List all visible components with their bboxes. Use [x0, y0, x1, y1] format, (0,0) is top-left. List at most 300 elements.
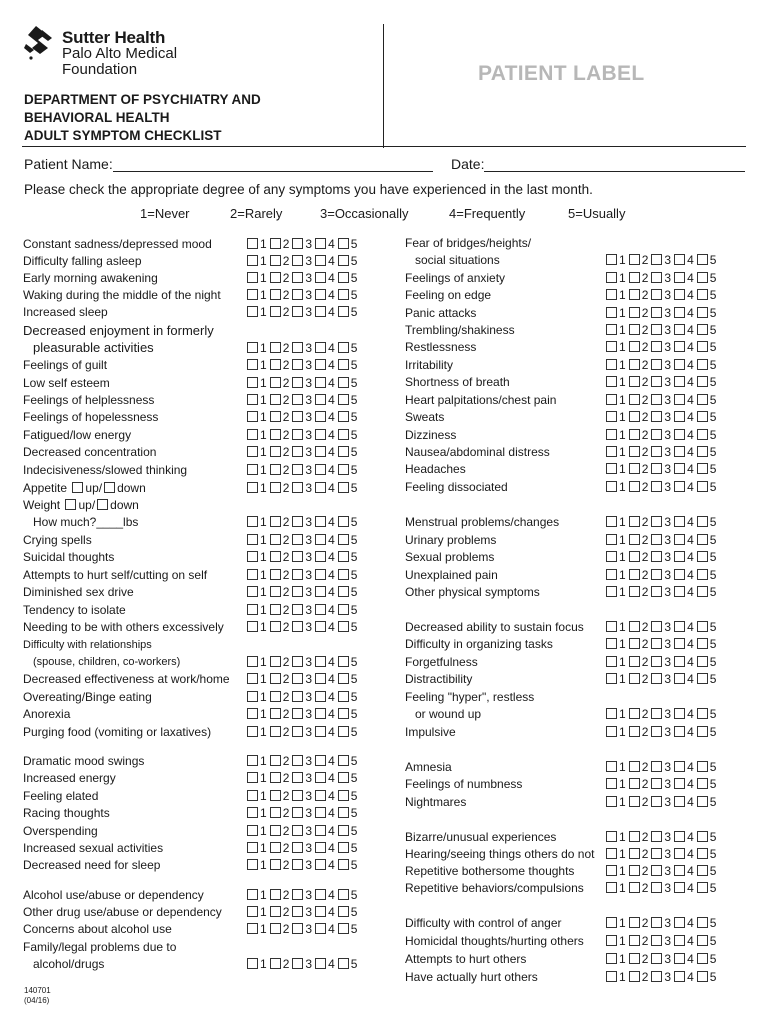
checkbox-2[interactable] [629, 481, 640, 492]
checkbox-5[interactable] [697, 429, 708, 440]
checkbox-3[interactable] [651, 621, 662, 632]
checkbox-5[interactable] [338, 656, 349, 667]
checkbox-3[interactable] [651, 638, 662, 649]
checkbox-2[interactable] [629, 778, 640, 789]
checkbox-1[interactable] [606, 673, 617, 684]
date-field[interactable] [484, 157, 745, 172]
checkbox-2[interactable] [270, 755, 281, 766]
checkbox-1[interactable] [606, 272, 617, 283]
checkbox-4[interactable] [674, 463, 685, 474]
checkbox-5[interactable] [338, 394, 349, 405]
checkbox-1[interactable] [247, 755, 258, 766]
checkbox-1[interactable] [247, 790, 258, 801]
checkbox-3[interactable] [651, 953, 662, 964]
checkbox-1[interactable] [606, 708, 617, 719]
checkbox-5[interactable] [697, 289, 708, 300]
checkbox-2[interactable] [270, 923, 281, 934]
checkbox-2[interactable] [629, 551, 640, 562]
checkbox-2[interactable] [270, 464, 281, 475]
checkbox-3[interactable] [651, 534, 662, 545]
checkbox-4[interactable] [674, 359, 685, 370]
checkbox-4[interactable] [674, 586, 685, 597]
checkbox-5[interactable] [697, 463, 708, 474]
checkbox-1[interactable] [247, 906, 258, 917]
checkbox-1[interactable] [247, 482, 258, 493]
checkbox-4[interactable] [674, 656, 685, 667]
checkbox-2[interactable] [629, 865, 640, 876]
checkbox-5[interactable] [338, 586, 349, 597]
checkbox-5[interactable] [338, 289, 349, 300]
checkbox-3[interactable] [651, 394, 662, 405]
checkbox-4[interactable] [674, 848, 685, 859]
checkbox-5[interactable] [338, 516, 349, 527]
checkbox-4[interactable] [674, 272, 685, 283]
checkbox-3[interactable] [292, 429, 303, 440]
checkbox-5[interactable] [697, 848, 708, 859]
checkbox-1[interactable] [606, 359, 617, 370]
checkbox-5[interactable] [697, 621, 708, 632]
checkbox-3[interactable] [292, 772, 303, 783]
checkbox-1[interactable] [606, 569, 617, 580]
checkbox-4[interactable] [315, 906, 326, 917]
checkbox-5[interactable] [697, 953, 708, 964]
checkbox-2[interactable] [270, 604, 281, 615]
checkbox-2[interactable] [629, 516, 640, 527]
checkbox-1[interactable] [247, 342, 258, 353]
checkbox-2[interactable] [270, 482, 281, 493]
checkbox-5[interactable] [697, 917, 708, 928]
checkbox-1[interactable] [247, 289, 258, 300]
checkbox-2[interactable] [270, 859, 281, 870]
checkbox-2[interactable] [270, 807, 281, 818]
checkbox-1[interactable] [606, 848, 617, 859]
checkbox-2[interactable] [270, 958, 281, 969]
checkbox-4[interactable] [315, 377, 326, 388]
checkbox-3[interactable] [292, 482, 303, 493]
checkbox-2[interactable] [270, 906, 281, 917]
checkbox-3[interactable] [651, 463, 662, 474]
checkbox-2[interactable] [629, 254, 640, 265]
checkbox-5[interactable] [697, 516, 708, 527]
checkbox-3[interactable] [651, 865, 662, 876]
checkbox-3[interactable] [651, 708, 662, 719]
checkbox-3[interactable] [292, 621, 303, 632]
checkbox-4[interactable] [315, 446, 326, 457]
checkbox-5[interactable] [338, 569, 349, 580]
checkbox-5[interactable] [338, 726, 349, 737]
checkbox-4[interactable] [315, 790, 326, 801]
checkbox-4[interactable] [315, 238, 326, 249]
checkbox-3[interactable] [651, 935, 662, 946]
checkbox-1[interactable] [606, 551, 617, 562]
checkbox-4[interactable] [315, 825, 326, 836]
checkbox-1[interactable] [247, 586, 258, 597]
checkbox-4[interactable] [674, 307, 685, 318]
checkbox-5[interactable] [697, 971, 708, 982]
checkbox-1[interactable] [606, 796, 617, 807]
checkbox-2[interactable] [629, 708, 640, 719]
patient-name-field[interactable] [113, 157, 433, 172]
checkbox-2[interactable] [270, 569, 281, 580]
checkbox-1[interactable] [606, 935, 617, 946]
checkbox-3[interactable] [292, 889, 303, 900]
checkbox-5[interactable] [338, 923, 349, 934]
checkbox-4[interactable] [674, 376, 685, 387]
checkbox-2[interactable] [629, 586, 640, 597]
checkbox-1[interactable] [247, 516, 258, 527]
checkbox-2[interactable] [270, 272, 281, 283]
checkbox-4[interactable] [674, 429, 685, 440]
checkbox-3[interactable] [292, 551, 303, 562]
checkbox-5[interactable] [697, 569, 708, 580]
checkbox-5[interactable] [338, 604, 349, 615]
checkbox-4[interactable] [674, 726, 685, 737]
checkbox-5[interactable] [338, 906, 349, 917]
checkbox-4[interactable] [674, 778, 685, 789]
checkbox-4[interactable] [674, 551, 685, 562]
checkbox-1[interactable] [606, 621, 617, 632]
checkbox-2[interactable] [270, 255, 281, 266]
checkbox-1[interactable] [606, 917, 617, 928]
checkbox-5[interactable] [338, 708, 349, 719]
checkbox-2[interactable] [629, 638, 640, 649]
checkbox-3[interactable] [651, 796, 662, 807]
checkbox-3[interactable] [292, 446, 303, 457]
checkbox-5[interactable] [697, 254, 708, 265]
checkbox-4[interactable] [674, 971, 685, 982]
checkbox-4[interactable] [674, 865, 685, 876]
checkbox-5[interactable] [338, 429, 349, 440]
checkbox-5[interactable] [697, 394, 708, 405]
checkbox-4[interactable] [315, 272, 326, 283]
checkbox-1[interactable] [247, 534, 258, 545]
checkbox-5[interactable] [338, 255, 349, 266]
checkbox-3[interactable] [651, 446, 662, 457]
checkbox-2[interactable] [270, 359, 281, 370]
checkbox-3[interactable] [292, 842, 303, 853]
checkbox-4[interactable] [315, 289, 326, 300]
checkbox-1[interactable] [247, 604, 258, 615]
checkbox-2[interactable] [629, 656, 640, 667]
checkbox-3[interactable] [651, 359, 662, 370]
checkbox-2[interactable] [629, 376, 640, 387]
checkbox-5[interactable] [697, 882, 708, 893]
checkbox-2[interactable] [270, 889, 281, 900]
checkbox-3[interactable] [292, 411, 303, 422]
checkbox-5[interactable] [338, 377, 349, 388]
checkbox-3[interactable] [651, 429, 662, 440]
checkbox-3[interactable] [292, 394, 303, 405]
checkbox-1[interactable] [606, 971, 617, 982]
checkbox-3[interactable] [292, 569, 303, 580]
checkbox-2[interactable] [270, 429, 281, 440]
checkbox-5[interactable] [697, 411, 708, 422]
checkbox-1[interactable] [247, 446, 258, 457]
checkbox-3[interactable] [292, 289, 303, 300]
checkbox-5[interactable] [697, 778, 708, 789]
checkbox-1[interactable] [247, 708, 258, 719]
checkbox-5[interactable] [697, 446, 708, 457]
checkbox-2[interactable] [270, 790, 281, 801]
checkbox-5[interactable] [338, 306, 349, 317]
checkbox-1[interactable] [247, 429, 258, 440]
checkbox-4[interactable] [315, 429, 326, 440]
checkbox-3[interactable] [651, 726, 662, 737]
checkbox-3[interactable] [651, 656, 662, 667]
checkbox-5[interactable] [338, 842, 349, 853]
checkbox-5[interactable] [338, 755, 349, 766]
checkbox-3[interactable] [292, 255, 303, 266]
checkbox-4[interactable] [315, 464, 326, 475]
checkbox-4[interactable] [315, 394, 326, 405]
checkbox-1[interactable] [247, 359, 258, 370]
checkbox-2[interactable] [629, 726, 640, 737]
checkbox-2[interactable] [629, 882, 640, 893]
checkbox-1[interactable] [247, 807, 258, 818]
checkbox-5[interactable] [338, 551, 349, 562]
checkbox-3[interactable] [651, 376, 662, 387]
checkbox-1[interactable] [247, 238, 258, 249]
checkbox-2[interactable] [629, 411, 640, 422]
checkbox-4[interactable] [315, 482, 326, 493]
checkbox-3[interactable] [651, 481, 662, 492]
checkbox-1[interactable] [247, 923, 258, 934]
checkbox-5[interactable] [338, 272, 349, 283]
checkbox-1[interactable] [606, 778, 617, 789]
checkbox-4[interactable] [315, 586, 326, 597]
checkbox-4[interactable] [315, 923, 326, 934]
checkbox-4[interactable] [315, 755, 326, 766]
checkbox-3[interactable] [292, 516, 303, 527]
checkbox-1[interactable] [247, 772, 258, 783]
checkbox-5[interactable] [338, 958, 349, 969]
checkbox-4[interactable] [315, 958, 326, 969]
checkbox-2[interactable] [270, 772, 281, 783]
checkbox-5[interactable] [697, 272, 708, 283]
checkbox-5[interactable] [338, 359, 349, 370]
checkbox-5[interactable] [697, 673, 708, 684]
checkbox-5[interactable] [697, 376, 708, 387]
checkbox-4[interactable] [315, 516, 326, 527]
checkbox-1[interactable] [606, 534, 617, 545]
checkbox-3[interactable] [651, 761, 662, 772]
checkbox-4[interactable] [674, 446, 685, 457]
checkbox-1[interactable] [247, 394, 258, 405]
checkbox-2[interactable] [270, 306, 281, 317]
checkbox-5[interactable] [338, 411, 349, 422]
checkbox-1[interactable] [247, 842, 258, 853]
checkbox-3[interactable] [651, 917, 662, 928]
checkbox-4[interactable] [315, 708, 326, 719]
checkbox-4[interactable] [315, 534, 326, 545]
checkbox-5[interactable] [338, 446, 349, 457]
checkbox-3[interactable] [651, 289, 662, 300]
checkbox-3[interactable] [651, 569, 662, 580]
checkbox-5[interactable] [338, 772, 349, 783]
checkbox-5[interactable] [338, 238, 349, 249]
checkbox-1[interactable] [606, 254, 617, 265]
checkbox-1[interactable] [606, 882, 617, 893]
checkbox-3[interactable] [292, 306, 303, 317]
checkbox-4[interactable] [315, 859, 326, 870]
checkbox-1[interactable] [247, 825, 258, 836]
checkbox-3[interactable] [651, 324, 662, 335]
checkbox-3[interactable] [292, 586, 303, 597]
checkbox-3[interactable] [651, 848, 662, 859]
checkbox-1[interactable] [606, 411, 617, 422]
checkbox-4[interactable] [315, 842, 326, 853]
checkbox-5[interactable] [338, 464, 349, 475]
checkbox-2[interactable] [270, 726, 281, 737]
checkbox-4[interactable] [315, 889, 326, 900]
checkbox-5[interactable] [697, 638, 708, 649]
checkbox-3[interactable] [651, 272, 662, 283]
checkbox-4[interactable] [674, 516, 685, 527]
checkbox-5[interactable] [697, 359, 708, 370]
checkbox-2[interactable] [629, 341, 640, 352]
checkbox-3[interactable] [292, 604, 303, 615]
checkbox-5[interactable] [338, 807, 349, 818]
checkbox-2[interactable] [270, 691, 281, 702]
up-checkbox[interactable] [65, 499, 76, 510]
checkbox-3[interactable] [292, 238, 303, 249]
checkbox-1[interactable] [247, 306, 258, 317]
checkbox-2[interactable] [629, 307, 640, 318]
checkbox-5[interactable] [697, 796, 708, 807]
checkbox-4[interactable] [674, 796, 685, 807]
checkbox-2[interactable] [629, 324, 640, 335]
checkbox-3[interactable] [651, 778, 662, 789]
down-checkbox[interactable] [104, 482, 115, 493]
checkbox-5[interactable] [697, 656, 708, 667]
checkbox-4[interactable] [674, 673, 685, 684]
checkbox-4[interactable] [674, 341, 685, 352]
checkbox-3[interactable] [292, 377, 303, 388]
checkbox-1[interactable] [606, 586, 617, 597]
checkbox-4[interactable] [674, 638, 685, 649]
checkbox-1[interactable] [247, 569, 258, 580]
checkbox-5[interactable] [697, 708, 708, 719]
checkbox-4[interactable] [315, 255, 326, 266]
checkbox-5[interactable] [338, 691, 349, 702]
checkbox-3[interactable] [651, 411, 662, 422]
checkbox-3[interactable] [292, 958, 303, 969]
checkbox-4[interactable] [315, 604, 326, 615]
checkbox-3[interactable] [292, 342, 303, 353]
checkbox-1[interactable] [247, 377, 258, 388]
checkbox-3[interactable] [651, 971, 662, 982]
checkbox-4[interactable] [315, 673, 326, 684]
checkbox-2[interactable] [270, 656, 281, 667]
checkbox-4[interactable] [315, 656, 326, 667]
checkbox-4[interactable] [315, 807, 326, 818]
checkbox-1[interactable] [606, 638, 617, 649]
checkbox-3[interactable] [651, 307, 662, 318]
checkbox-1[interactable] [606, 481, 617, 492]
checkbox-1[interactable] [606, 865, 617, 876]
checkbox-5[interactable] [338, 889, 349, 900]
checkbox-5[interactable] [338, 673, 349, 684]
checkbox-1[interactable] [606, 307, 617, 318]
checkbox-3[interactable] [292, 755, 303, 766]
checkbox-2[interactable] [270, 842, 281, 853]
checkbox-4[interactable] [674, 289, 685, 300]
checkbox-1[interactable] [606, 446, 617, 457]
up-checkbox[interactable] [72, 482, 83, 493]
checkbox-1[interactable] [606, 516, 617, 527]
checkbox-2[interactable] [270, 377, 281, 388]
checkbox-3[interactable] [292, 906, 303, 917]
checkbox-4[interactable] [315, 772, 326, 783]
checkbox-3[interactable] [292, 825, 303, 836]
checkbox-1[interactable] [247, 673, 258, 684]
checkbox-4[interactable] [315, 359, 326, 370]
checkbox-4[interactable] [674, 917, 685, 928]
checkbox-5[interactable] [697, 831, 708, 842]
checkbox-2[interactable] [629, 463, 640, 474]
checkbox-3[interactable] [651, 882, 662, 893]
checkbox-5[interactable] [338, 342, 349, 353]
checkbox-2[interactable] [270, 534, 281, 545]
checkbox-4[interactable] [674, 569, 685, 580]
checkbox-5[interactable] [697, 341, 708, 352]
checkbox-2[interactable] [270, 825, 281, 836]
checkbox-4[interactable] [674, 254, 685, 265]
checkbox-2[interactable] [629, 621, 640, 632]
checkbox-4[interactable] [315, 726, 326, 737]
checkbox-5[interactable] [338, 790, 349, 801]
checkbox-4[interactable] [674, 935, 685, 946]
checkbox-1[interactable] [606, 429, 617, 440]
checkbox-4[interactable] [674, 953, 685, 964]
checkbox-3[interactable] [292, 691, 303, 702]
checkbox-4[interactable] [674, 324, 685, 335]
checkbox-1[interactable] [247, 464, 258, 475]
checkbox-5[interactable] [697, 586, 708, 597]
checkbox-5[interactable] [338, 825, 349, 836]
checkbox-1[interactable] [606, 376, 617, 387]
checkbox-2[interactable] [629, 272, 640, 283]
checkbox-4[interactable] [315, 569, 326, 580]
checkbox-5[interactable] [697, 551, 708, 562]
checkbox-1[interactable] [247, 889, 258, 900]
checkbox-3[interactable] [292, 859, 303, 870]
checkbox-2[interactable] [270, 238, 281, 249]
checkbox-3[interactable] [651, 673, 662, 684]
checkbox-2[interactable] [629, 394, 640, 405]
checkbox-1[interactable] [606, 341, 617, 352]
checkbox-5[interactable] [697, 481, 708, 492]
checkbox-3[interactable] [292, 708, 303, 719]
checkbox-2[interactable] [629, 446, 640, 457]
checkbox-4[interactable] [315, 306, 326, 317]
checkbox-3[interactable] [292, 656, 303, 667]
checkbox-5[interactable] [338, 534, 349, 545]
checkbox-3[interactable] [651, 254, 662, 265]
checkbox-4[interactable] [674, 708, 685, 719]
checkbox-1[interactable] [606, 289, 617, 300]
checkbox-4[interactable] [315, 691, 326, 702]
checkbox-2[interactable] [629, 971, 640, 982]
checkbox-4[interactable] [674, 831, 685, 842]
checkbox-3[interactable] [292, 464, 303, 475]
checkbox-1[interactable] [247, 551, 258, 562]
checkbox-2[interactable] [270, 586, 281, 597]
checkbox-2[interactable] [629, 953, 640, 964]
checkbox-1[interactable] [606, 656, 617, 667]
checkbox-2[interactable] [629, 359, 640, 370]
checkbox-1[interactable] [606, 394, 617, 405]
